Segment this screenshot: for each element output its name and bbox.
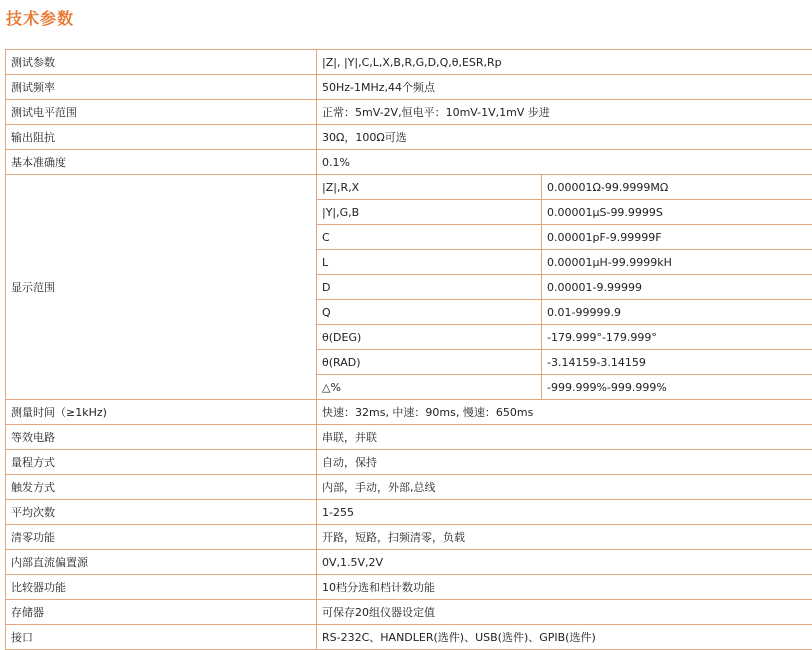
param-label: 存储器 <box>6 600 317 625</box>
display-range-item <box>317 300 812 325</box>
table-row <box>6 425 812 450</box>
display-range-item <box>317 225 812 250</box>
param-label: 测量时间（≥1kHz) <box>6 400 317 425</box>
param-value: |Z|, |Y|,C,L,X,B,R,G,D,Q,θ,ESR,Rp <box>317 50 812 75</box>
display-range-value: -999.999%-999.999% <box>542 375 812 400</box>
param-label: 触发方式 <box>6 475 317 500</box>
param-label: 测试电平范围 <box>6 100 317 125</box>
display-range-item <box>317 175 812 200</box>
param-label: 比较器功能 <box>6 575 317 600</box>
param-label: 等效电路 <box>6 425 317 450</box>
display-range-param: |Z|,R,X <box>317 175 542 200</box>
param-label: 清零功能 <box>6 525 317 550</box>
display-range-param: |Y|,G,B <box>317 200 542 225</box>
param-value: 1-255 <box>317 500 812 525</box>
display-range-param: D <box>317 275 542 300</box>
table-row <box>6 550 812 575</box>
param-value: 0V,1.5V,2V <box>317 550 812 575</box>
display-range-param: L <box>317 250 542 275</box>
param-value: 30Ω，100Ω可选 <box>317 125 812 150</box>
display-range-item <box>317 375 812 400</box>
table-row <box>6 475 812 500</box>
display-range-param: θ(DEG) <box>317 325 542 350</box>
display-range-value: 0.00001μS-99.9999S <box>542 200 812 225</box>
table-row <box>6 75 812 100</box>
display-range-param: Q <box>317 300 542 325</box>
param-value: 正常：5mV-2V,恒电平：10mV-1V,1mV 步进 <box>317 100 812 125</box>
table-row <box>6 575 812 600</box>
table-row <box>6 50 812 75</box>
param-label: 量程方式 <box>6 450 317 475</box>
display-range-value: -3.14159-3.14159 <box>542 350 812 375</box>
display-range-cell <box>317 175 812 400</box>
param-label: 输出阻抗 <box>6 125 317 150</box>
table-row <box>6 150 812 175</box>
display-range-param: C <box>317 225 542 250</box>
display-range-item <box>317 275 812 300</box>
param-value: 50Hz-1MHz,44个频点 <box>317 75 812 100</box>
param-label: 内部直流偏置源 <box>6 550 317 575</box>
display-range-table <box>317 175 812 399</box>
display-range-item <box>317 200 812 225</box>
display-range-value: 0.00001μH-99.9999kH <box>542 250 812 275</box>
table-row <box>6 450 812 475</box>
table-row <box>6 400 812 425</box>
table-row <box>6 100 812 125</box>
param-value: 快速：32ms, 中速：90ms, 慢速：650ms <box>317 400 812 425</box>
param-value: 开路，短路，扫频清零，负载 <box>317 525 812 550</box>
display-range-item <box>317 325 812 350</box>
param-label: 基本准确度 <box>6 150 317 175</box>
param-value: 串联，并联 <box>317 425 812 450</box>
display-range-item <box>317 250 812 275</box>
display-range-value: -179.999°-179.999° <box>542 325 812 350</box>
table-row <box>6 600 812 625</box>
display-range-param: θ(RAD) <box>317 350 542 375</box>
param-value: 内部，手动，外部,总线 <box>317 475 812 500</box>
param-label: 平均次数 <box>6 500 317 525</box>
param-label: 接口 <box>6 625 317 650</box>
page-title: 技术参数 <box>6 6 74 29</box>
table-row <box>6 500 812 525</box>
param-value: RS-232C、HANDLER(选件)、USB(选件)、GPIB(选件) <box>317 625 812 650</box>
param-value: 0.1% <box>317 150 812 175</box>
display-range-value: 0.00001Ω-99.9999MΩ <box>542 175 812 200</box>
param-value: 10档分选和档计数功能 <box>317 575 812 600</box>
display-range-value: 0.00001pF-9.99999F <box>542 225 812 250</box>
display-range-param: △% <box>317 375 542 400</box>
display-range-row <box>6 175 812 400</box>
display-range-value: 0.00001-9.99999 <box>542 275 812 300</box>
table-row <box>6 625 812 650</box>
param-value: 自动，保持 <box>317 450 812 475</box>
param-value: 可保存20组仪器设定值 <box>317 600 812 625</box>
param-label: 测试频率 <box>6 75 317 100</box>
display-range-item <box>317 350 812 375</box>
display-range-value: 0.01-99999.9 <box>542 300 812 325</box>
spec-table <box>5 49 812 650</box>
table-row <box>6 525 812 550</box>
param-label: 测试参数 <box>6 50 317 75</box>
table-row <box>6 125 812 150</box>
display-range-label: 显示范围 <box>6 175 317 400</box>
